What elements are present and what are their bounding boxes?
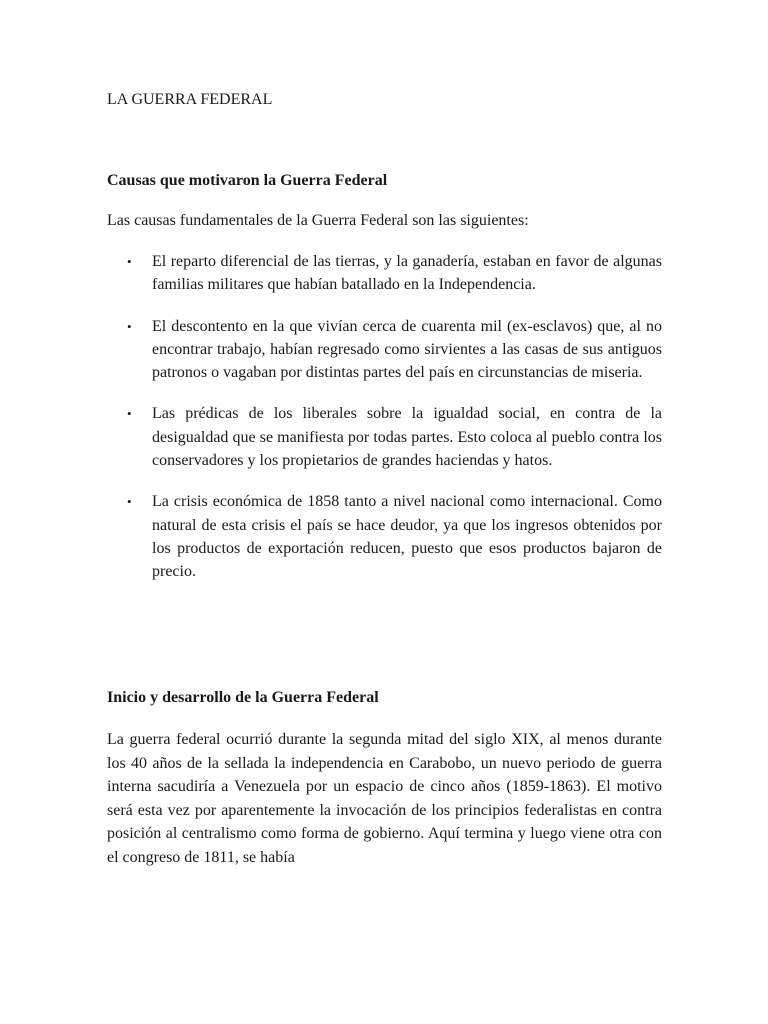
- bullet-icon: •: [127, 254, 132, 269]
- list-item-text: Las prédicas de los liberales sobre la igualdad social, en contra de la desigualdad que se manifiesta por todas partes. Esto coloca al pueblo contra los conservadores y los propietarios de grandes haciendas y hatos.: [152, 405, 662, 470]
- causes-list: [107, 250, 662, 602]
- list-item-text: El reparto diferencial de las tierras, y la ganadería, estaban en favor de algunas familias militares que habían batallado en la Independencia.: [152, 253, 662, 294]
- document-title: LA GUERRA FEDERAL: [107, 91, 273, 108]
- bullet-icon: •: [127, 494, 132, 510]
- bullet-icon: •: [127, 406, 132, 422]
- list-item-text: La crisis económica de 1858 tanto a nivel nacional como internacional. Como natural de esta crisis el país se hace deudor, ya que los ingresos obtenidos por los productos de exportación reducen, puesto que esos productos bajaron de precio.: [152, 493, 662, 581]
- section-heading-development: Inicio y desarrollo de la Guerra Federal: [107, 689, 379, 706]
- list-item: [107, 490, 662, 583]
- list-item: [107, 315, 662, 385]
- development-paragraph: La guerra federal ocurrió durante la segunda mitad del siglo XIX, al menos durante los 40 años de la sellada la independencia en Carabobo, un nuevo periodo de guerra interna sacudiría a Venezuela por un espacio de cinco años (1859-1863). El motivo será esta vez por aparentemente la invocación de los principios federalistas en contra posición al centralismo como forma de gobierno. Aquí termina y luego viene otra con el congreso de 1811, se había: [107, 731, 662, 866]
- list-item: [107, 250, 662, 297]
- bullet-icon: •: [127, 318, 132, 334]
- list-item: [107, 402, 662, 472]
- causes-intro-paragraph: Las causas fundamentales de la Guerra Federal son las siguientes:: [107, 212, 529, 229]
- section-heading-causes: Causas que motivaron la Guerra Federal: [107, 172, 388, 189]
- list-item-text: El descontento en la que vivían cerca de cuarenta mil (ex-esclavos) que, al no encontrar trabajo, habían regresado como sirvientes a las casas de sus antiguos patronos o vagaban por distintas partes del país en circunstancias de miseria.: [152, 317, 662, 382]
